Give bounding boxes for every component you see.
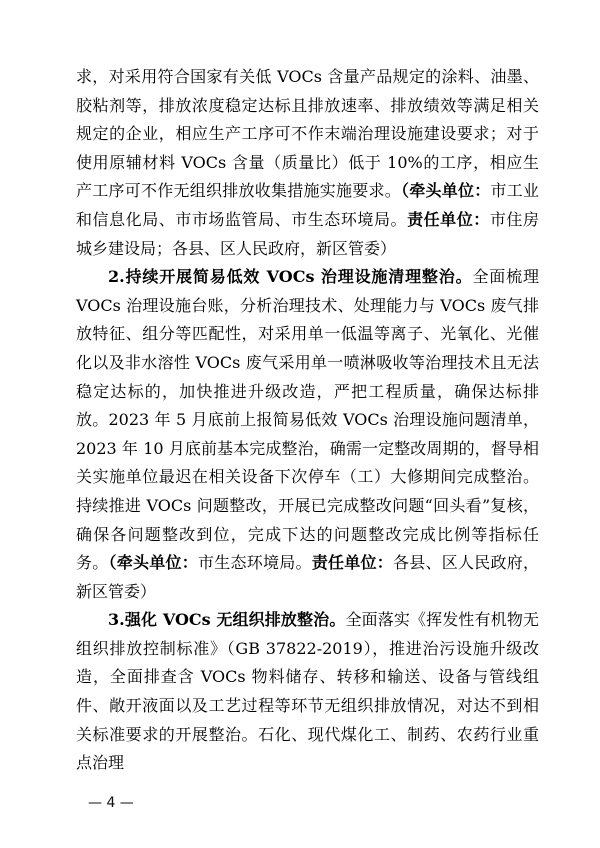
responsible-unit-label: 责任单位： xyxy=(407,209,490,229)
paragraph-text: 全面梳理 VOCs 治理设施台账，分析治理技术、处理能力与 VOCs 废气排放特征、组分等匹配性，对采用单一低温等离子、光氧化、光催化以及非水溶性 VOCs 废气采用单一喷淋吸收等治理技术且无法稳定达标的，加快推进升级改造，严把工程质量，确保达标排放。2023 年 5 月底前上报简易低效 VOCs 治理设施问题清单，2023 年 10 月底前基本完成整治，确需一定整改周期的，督导相关实施单位最迟在相关设备下次停车（工）大修期间完成整治。持续推进 VOCs 问题整改，开展已完成整改问题“回头看”复核，确保各问题整改到位，完成下达的问题整改完成比例等指标任务。 xyxy=(76,267,539,573)
paragraph-text: 求，对采用符合国家有关低 VOCs 含量产品规定的涂料、油墨、胶粘剂等，排放浓度稳定达标且排放速率、排放绩效等满足相关规定的企业，相应生产工序可不作末端治理设施建设要求；对于使用原辅材料 VOCs 含量（质量比）低于 10%的工序，相应生产工序可不作无组织排放收集措施实施要求。 xyxy=(76,67,539,201)
paragraph-continuation xyxy=(76,63,539,263)
paragraph-text: 全面落实《挥发性有机物无组织排放控制标准》（GB 37822-2019），推进治污设施升级改造，全面排查含 VOCs 物料储存、转移和输送、设备与管线组件、敞开液面以及工艺过程等环节无组织排放情况，对达不到相关标准要求的开展整治。石化、现代煤化工、制药、农药行业重点治理 xyxy=(76,610,539,773)
item-heading: 3.强化 VOCs 无组织排放整治。 xyxy=(108,610,346,630)
lead-unit-list: 市工业和信息化局、市市场监管局、市生态环境局。 xyxy=(76,181,539,229)
responsible-unit-list: 市住房城乡建设局；各县、区人民政府，新区管委） xyxy=(76,209,539,258)
paragraph-item-3 xyxy=(76,606,539,778)
item-heading: 2.持续开展简易低效 VOCs 治理设施清理整治。 xyxy=(108,267,473,287)
page-number: — 4 — xyxy=(88,795,134,811)
lead-unit-label: （牵头单位： xyxy=(108,553,198,573)
lead-unit-list: 市生态环境局。 xyxy=(197,553,312,573)
responsible-unit-label: 责任单位： xyxy=(311,553,393,573)
document-body xyxy=(76,63,539,778)
paragraph-item-2 xyxy=(76,263,539,606)
lead-unit-label: （牵头单位： xyxy=(400,181,491,201)
responsible-unit-list: 各县、区人民政府，新区管委） xyxy=(76,553,539,601)
